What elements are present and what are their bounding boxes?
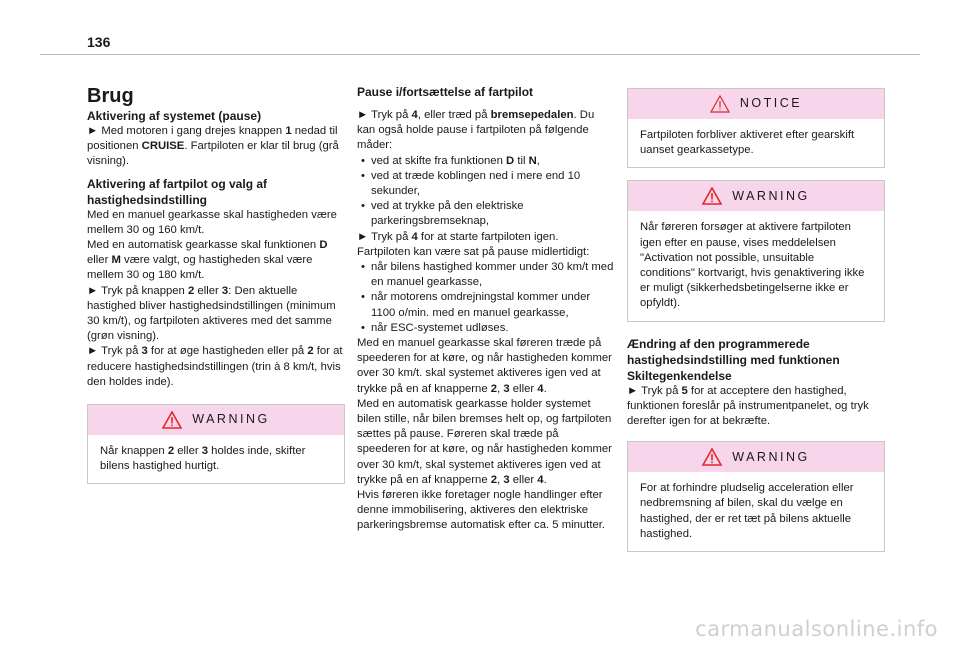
list-item: • når ESC-systemet udløses.	[361, 321, 509, 334]
list-item: • når bilens hastighed kommer under 30 km/t med en manuel gearkasse,	[361, 261, 614, 289]
warning-text: Når knappen 2 eller 3 holdes inde, skifter bilens hastighed hurtigt.	[100, 445, 306, 473]
warning-label: WARNING	[732, 449, 810, 464]
list-item: • ved at skifte fra funktionen D til N,	[361, 154, 540, 167]
paragraph-pause: ► Tryk på 4, eller træd på bremsepedalen. Du kan også holde pause i fartpiloten på følgende måder:	[357, 109, 595, 152]
list-item: • ved at trykke på den elektriske parkeringsbremseknap,	[361, 200, 524, 228]
column-middle	[357, 84, 615, 534]
notice-header	[628, 89, 884, 119]
warning-text: Når føreren forsøger at aktivere fartpiloten igen efter en pause, vises meddelelsen "Activation not possible, unsuitable conditions" kortvarigt, hvis genaktivering ikke er muligt (sikkerhedsbetingelserne ikke er opfyldt).	[640, 221, 865, 310]
temporary-pause-list	[357, 260, 615, 336]
warning-triangle-icon	[702, 448, 722, 466]
paragraph-activation: ► Med motoren i gang drejes knappen 1 nedad til positionen CRUISE. Fartpiloten er klar til brug (grå visning).	[87, 125, 339, 168]
paragraph-temporary-pause: Fartpiloten kan være sat på pause midlertidigt:	[357, 245, 590, 258]
pause-methods-list	[357, 154, 615, 230]
notice-text: Fartpiloten forbliver aktiveret efter gearskift uanset gearkassetype.	[640, 129, 855, 157]
heading-speed-setting: Aktivering af fartpilot og valg af hastighedsindstilling	[87, 176, 268, 207]
section-title: Brug	[87, 85, 134, 107]
watermark: carmanualsonline.info	[695, 617, 938, 641]
paragraph-manual-reactivate: Med en manuel gearkasse skal føreren træde på speederen for at køre, og når hastigheden kommer over 30 km/t. skal systemet aktiveres igen ved at trykke på en af knapperne 2, 3 eller 4.	[357, 337, 612, 395]
warning-header	[628, 442, 884, 472]
column-right	[627, 88, 885, 562]
warning-box	[87, 404, 345, 484]
header-divider	[40, 54, 920, 55]
heading-pause-resume: Pause i/fortsættelse af fartpilot	[357, 85, 534, 99]
warning-text: For at forhindre pludselig acceleration eller nedbremsning af bilen, skal du vælge en hastighed, der er ret tæt på bilens aktuelle hastighed.	[640, 482, 854, 540]
notice-label: NOTICE	[739, 96, 803, 111]
paragraph-restart: ► Tryk på 4 for at starte fartpiloten igen.	[357, 230, 559, 243]
page-number: 136	[87, 34, 111, 50]
warning-header	[628, 181, 884, 211]
paragraph-automatic-gearbox: Med en automatisk gearkasse skal funktionen D eller M være valgt, og hastigheden skal være mellem 30 og 180 km/t.	[87, 239, 328, 282]
heading-activation-pause: Aktivering af systemet (pause)	[87, 109, 262, 123]
list-item: • ved at træde koblingen ned i mere end 10 sekunder,	[361, 169, 581, 198]
paragraph-manual-gearbox: Med en manuel gearkasse skal hastigheden være mellem 30 og 160 km/t.	[87, 208, 337, 236]
warning-header	[88, 405, 344, 435]
warning-box	[627, 441, 885, 552]
column-left	[87, 84, 345, 494]
heading-sign-recognition: Ændring af den programmerede hastighedsindstilling med funktionen Skiltegenkendelse	[627, 336, 840, 383]
paragraph-automatic-reactivate: Med en automatisk gearkasse holder systemet bilen stille, når bilen bremses helt op, og fartpiloten sættes på pause. Føreren skal træde på speederen for at køre, og når hastigheden kommer over 30 km/t, skal systemet aktiveres igen ved at trykke på en af knapperne 2, 3 eller 4.	[357, 397, 612, 486]
warning-label: WARNING	[192, 412, 270, 427]
paragraph-accept-speed: ► Tryk på 5 for at acceptere den hastighed, funktionen foreslår på instrumentpanelet, og tryk derefter igen for at bekræfte.	[627, 384, 869, 428]
warning-label: WARNING	[732, 188, 810, 203]
warning-triangle-icon	[162, 411, 182, 429]
warning-box	[627, 180, 885, 321]
paragraph-increase-speed: ► Tryk på 3 for at øge hastigheden eller på 2 for at reducere hastighedsindstillingen (trin à 8 km/t, hvis den holdes inde).	[87, 345, 343, 388]
paragraph-press-button: ► Tryk på knappen 2 eller 3: Den aktuelle hastighed bliver hastighedsindstillingen (minimum 30 km/t), og fartpiloten aktiveres med det samme (grøn visning).	[87, 284, 336, 343]
list-item: • når motorens omdrejningstal kommer under 1100 o/min. med en manuel gearkasse,	[361, 291, 591, 319]
notice-triangle-icon	[710, 95, 730, 113]
paragraph-parking-brake: Hvis føreren ikke foretager nogle handlinger efter denne immobilisering, aktiveres den elektriske parkeringsbremse automatisk efter ca. 5 minutter.	[357, 489, 606, 532]
warning-triangle-icon	[702, 187, 722, 205]
notice-box	[627, 88, 885, 168]
